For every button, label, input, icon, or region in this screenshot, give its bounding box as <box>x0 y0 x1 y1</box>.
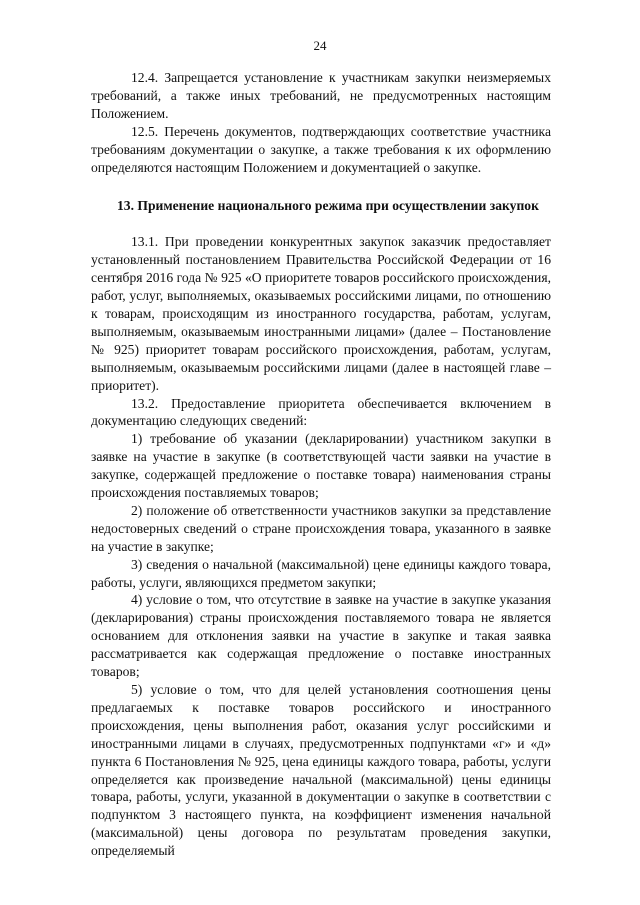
paragraph-12-5: 12.5. Перечень документов, подтверждающих соответствие участника требованиям документации о закупке, а также требования к их оформлению определяются настоящим Положением и документацией о закупке. <box>91 123 551 175</box>
paragraph-13-2: 13.2. Предоставление приоритета обеспечивается включением в документацию следующих сведений: <box>91 395 551 429</box>
list-item-5: 5) условие о том, что для целей установления соотношения цены предлагаемых к поставке товаров российского и иностранного происхождения, цены выполнения работ, оказания услуг российскими и иностранными лицами в случаях, предусмотренных подпунктами «г» и «д» пункта 6 Постановления № 925, цена единицы каждого товара, работы, услуги определяется как произведение начальной (максимальной) цены единицы товара, работы, услуги, указанной в документации о закупке в соответствии с подпунктом 3 настоящего пункта, на коэффициент изменения начальной (максимальной) цены договора по результатам проведения закупки, определяемый <box>91 682 551 859</box>
paragraph-12-4: 12.4. Запрещается установление к участникам закупки неизмеряемых требований, а также иных требований, не предусмотренных настоящим Положением. <box>91 70 551 121</box>
document-body <box>91 69 551 860</box>
list-item-4: 4) условие о том, что отсутствие в заявке на участие в закупке указания (декларирования) страны происхождения поставляемого товара не является основанием для отклонения заявки на участие в закупке и такая заявка рассматривается как содержащая предложение о поставке иностранных товаров; <box>91 592 551 680</box>
list-item-1: 1) требование об указании (декларировании) участником закупки в заявке на участие в закупке (в соответствующей части заявки на участие в закупке, содержащей предложение о поставке товара) наименования страны происхождения поставляемых товаров; <box>91 431 551 501</box>
paragraph-13-1: 13.1. При проведении конкурентных закупок заказчик предоставляет установленный постановлением Правительства Российской Федерации от 16 сентября 2016 года № 925 «О приоритете товаров российского происхождения, работ, услуг, выполняемых, оказываемых российскими лицами, по отношению к товарам, происходящим из иностранного государства, работам, услугам, выполняемым, оказываемым иностранными лицами» (далее – Постановление № 925) приоритет товарам российского происхождения, работам, услугам, выполняемым, оказываемым российскими лицами (далее в настоящей главе – приоритет). <box>91 234 551 393</box>
page-number: 24 <box>313 38 327 53</box>
section-heading: 13. Применение национального режима при осуществлении закупок <box>117 198 539 214</box>
list-item-3: 3) сведения о начальной (максимальной) цене единицы каждого товара, работы, услуги, являющихся предметом закупки; <box>91 556 551 590</box>
list-item-2: 2) положение об ответственности участников закупки за представление недостоверных сведений о стране происхождения товара, указанного в заявке на участие в закупке; <box>91 502 551 554</box>
